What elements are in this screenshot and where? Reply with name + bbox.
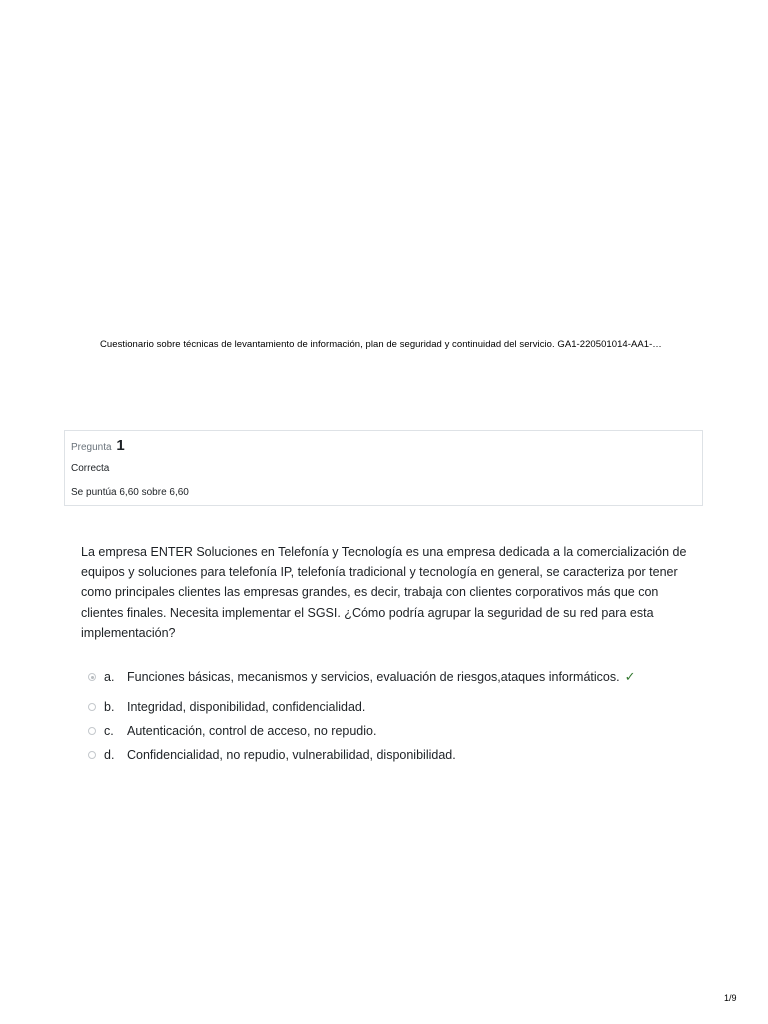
answer-letter: b. — [104, 700, 115, 714]
answer-letter: c. — [104, 724, 114, 738]
answer-text: Integridad, disponibilidad, confidencialidad. — [127, 700, 366, 714]
question-state: Correcta — [71, 463, 110, 474]
answer-text: Funciones básicas, mecanismos y servicios, evaluación de riesgos,ataques informáticos. — [127, 670, 620, 684]
radio-icon[interactable] — [88, 673, 96, 681]
answer-text: Autenticación, control de acceso, no repudio. — [127, 724, 377, 738]
answer-option-d[interactable] — [88, 746, 456, 764]
answer-option-c[interactable] — [88, 722, 376, 740]
question-info-box — [64, 430, 703, 506]
question-grade: Se puntúa 6,60 sobre 6,60 — [71, 487, 189, 498]
question-label — [71, 437, 125, 454]
answer-option-b[interactable] — [88, 698, 365, 716]
radio-icon[interactable] — [88, 751, 96, 759]
page-indicator: 1/9 — [724, 993, 737, 1003]
question-text: La empresa ENTER Soluciones en Telefonía y Tecnología es una empresa dedicada a la comercialización de equipos y soluciones para telefonía IP, telefonía tradicional y tecnología en general, se caracteriza por tener como principales clientes las empresas grandes, es decir, trabaja con clientes corporativos más que con clientes finales. Necesita implementar el SGSI. ¿Cómo podría agrupar la seguridad de su red para esta implementación? — [81, 545, 687, 640]
question-label-text: Pregunta — [71, 442, 112, 453]
document-title: Cuestionario sobre técnicas de levantamiento de información, plan de seguridad y continuidad del servicio. GA1-220501014-AA1-… — [100, 339, 662, 350]
radio-icon[interactable] — [88, 703, 96, 711]
answer-text: Confidencialidad, no repudio, vulnerabilidad, disponibilidad. — [127, 748, 456, 762]
answer-option-a[interactable] — [88, 668, 636, 686]
question-number: 1 — [116, 437, 125, 454]
check-icon: ✓ — [624, 669, 636, 684]
radio-icon[interactable] — [88, 727, 96, 735]
answer-letter: a. — [104, 670, 115, 684]
answer-letter: d. — [104, 748, 115, 762]
